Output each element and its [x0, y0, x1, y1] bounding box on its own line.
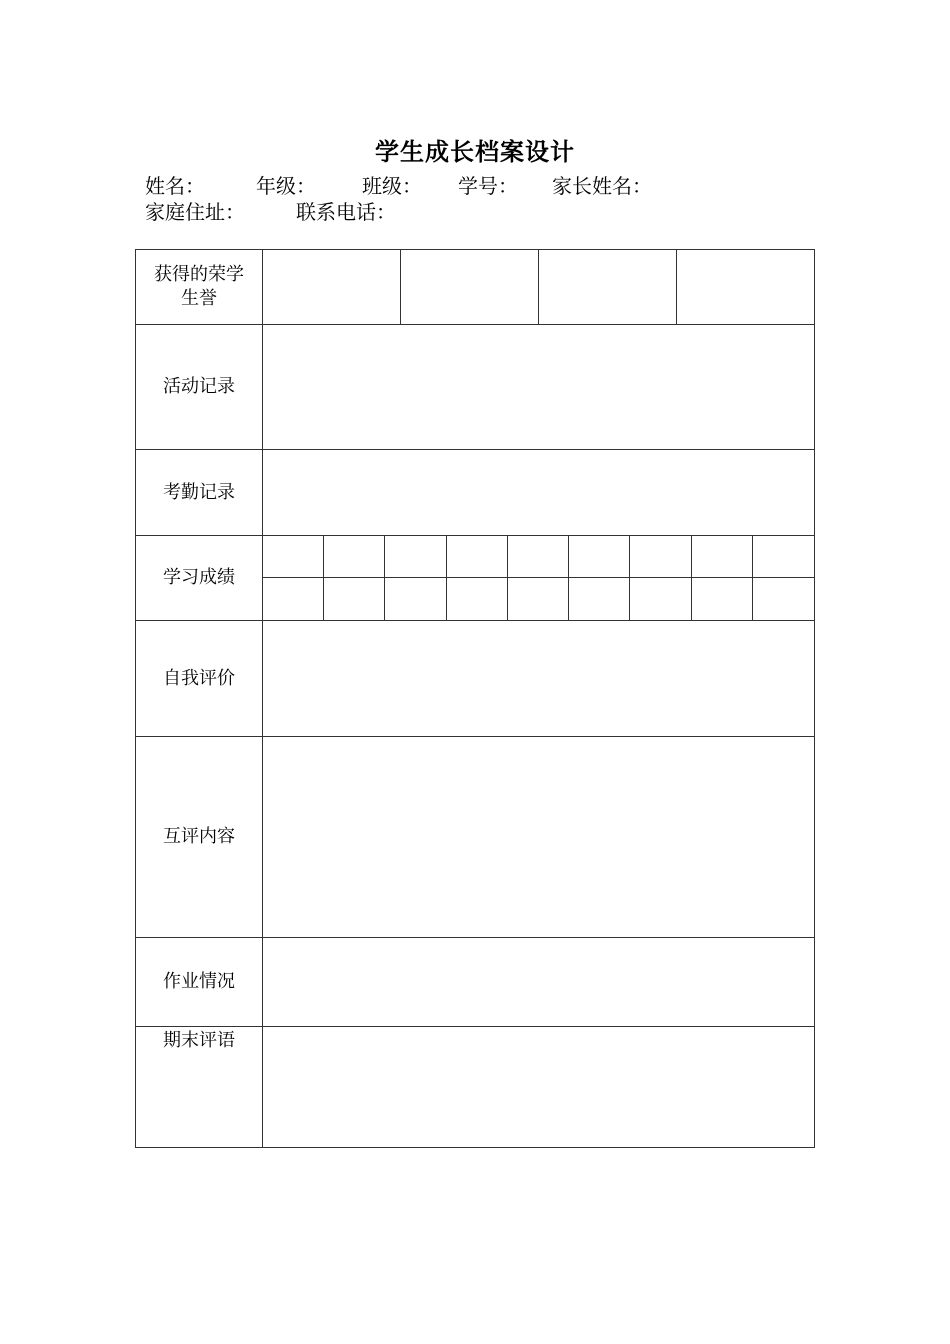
score-cell[interactable] — [447, 578, 508, 620]
score-cell[interactable] — [630, 578, 691, 620]
honor-cell[interactable] — [539, 250, 677, 324]
table-row-peer-evaluation — [136, 737, 814, 938]
row-label-scores: 学习成绩 — [136, 536, 263, 620]
score-cell[interactable] — [447, 536, 508, 578]
table-row-self-evaluation — [136, 621, 814, 737]
score-cell[interactable] — [692, 536, 753, 578]
score-cell[interactable] — [630, 536, 691, 578]
score-cell[interactable] — [753, 578, 814, 620]
activity-content-cell[interactable] — [263, 325, 814, 449]
growth-record-table — [135, 249, 815, 1148]
score-cell[interactable] — [324, 578, 385, 620]
attendance-content-cell[interactable] — [263, 450, 814, 535]
score-cell[interactable] — [385, 536, 446, 578]
scores-grid — [263, 536, 814, 620]
phone-label: 联系电话： — [296, 200, 396, 224]
score-cell[interactable] — [569, 578, 630, 620]
class-label: 班级： — [362, 174, 422, 198]
peer-evaluation-content-cell[interactable] — [263, 737, 814, 937]
score-cell[interactable] — [692, 578, 753, 620]
score-cell[interactable] — [263, 578, 324, 620]
row-label-homework: 作业情况 — [136, 938, 263, 1026]
score-cell[interactable] — [508, 578, 569, 620]
row-label-self-evaluation: 自我评价 — [136, 621, 263, 736]
self-evaluation-content-cell[interactable] — [263, 621, 814, 736]
score-cell[interactable] — [324, 536, 385, 578]
honors-cells — [263, 250, 814, 324]
table-row-homework — [136, 938, 814, 1027]
row-label-attendance: 考勤记录 — [136, 450, 263, 535]
address-label: 家庭住址： — [145, 200, 245, 224]
row-label-final-comments: 期末评语 — [136, 1027, 263, 1147]
table-row-honors — [136, 250, 814, 325]
grade-label: 年级： — [256, 174, 316, 198]
document-title: 学生成长档案设计 — [375, 138, 575, 166]
score-cell[interactable] — [508, 536, 569, 578]
row-label-peer-evaluation: 互评内容 — [136, 737, 263, 937]
honor-cell[interactable] — [263, 250, 401, 324]
parent-name-label: 家长姓名： — [552, 174, 652, 198]
name-label: 姓名： — [145, 174, 205, 198]
score-cell[interactable] — [753, 536, 814, 578]
score-cell[interactable] — [569, 536, 630, 578]
row-label-activity: 活动记录 — [136, 325, 263, 449]
table-row-scores — [136, 536, 814, 621]
table-row-attendance — [136, 450, 814, 536]
homework-content-cell[interactable] — [263, 938, 814, 1026]
honor-cell[interactable] — [401, 250, 539, 324]
score-cell[interactable] — [385, 578, 446, 620]
table-row-activity — [136, 325, 814, 450]
final-comments-content-cell[interactable] — [263, 1027, 814, 1147]
score-cell[interactable] — [263, 536, 324, 578]
student-id-label: 学号： — [458, 174, 518, 198]
honor-cell[interactable] — [677, 250, 814, 324]
row-label-honors: 获得的荣学生誉 — [136, 250, 263, 324]
table-row-final-comments — [136, 1027, 814, 1147]
